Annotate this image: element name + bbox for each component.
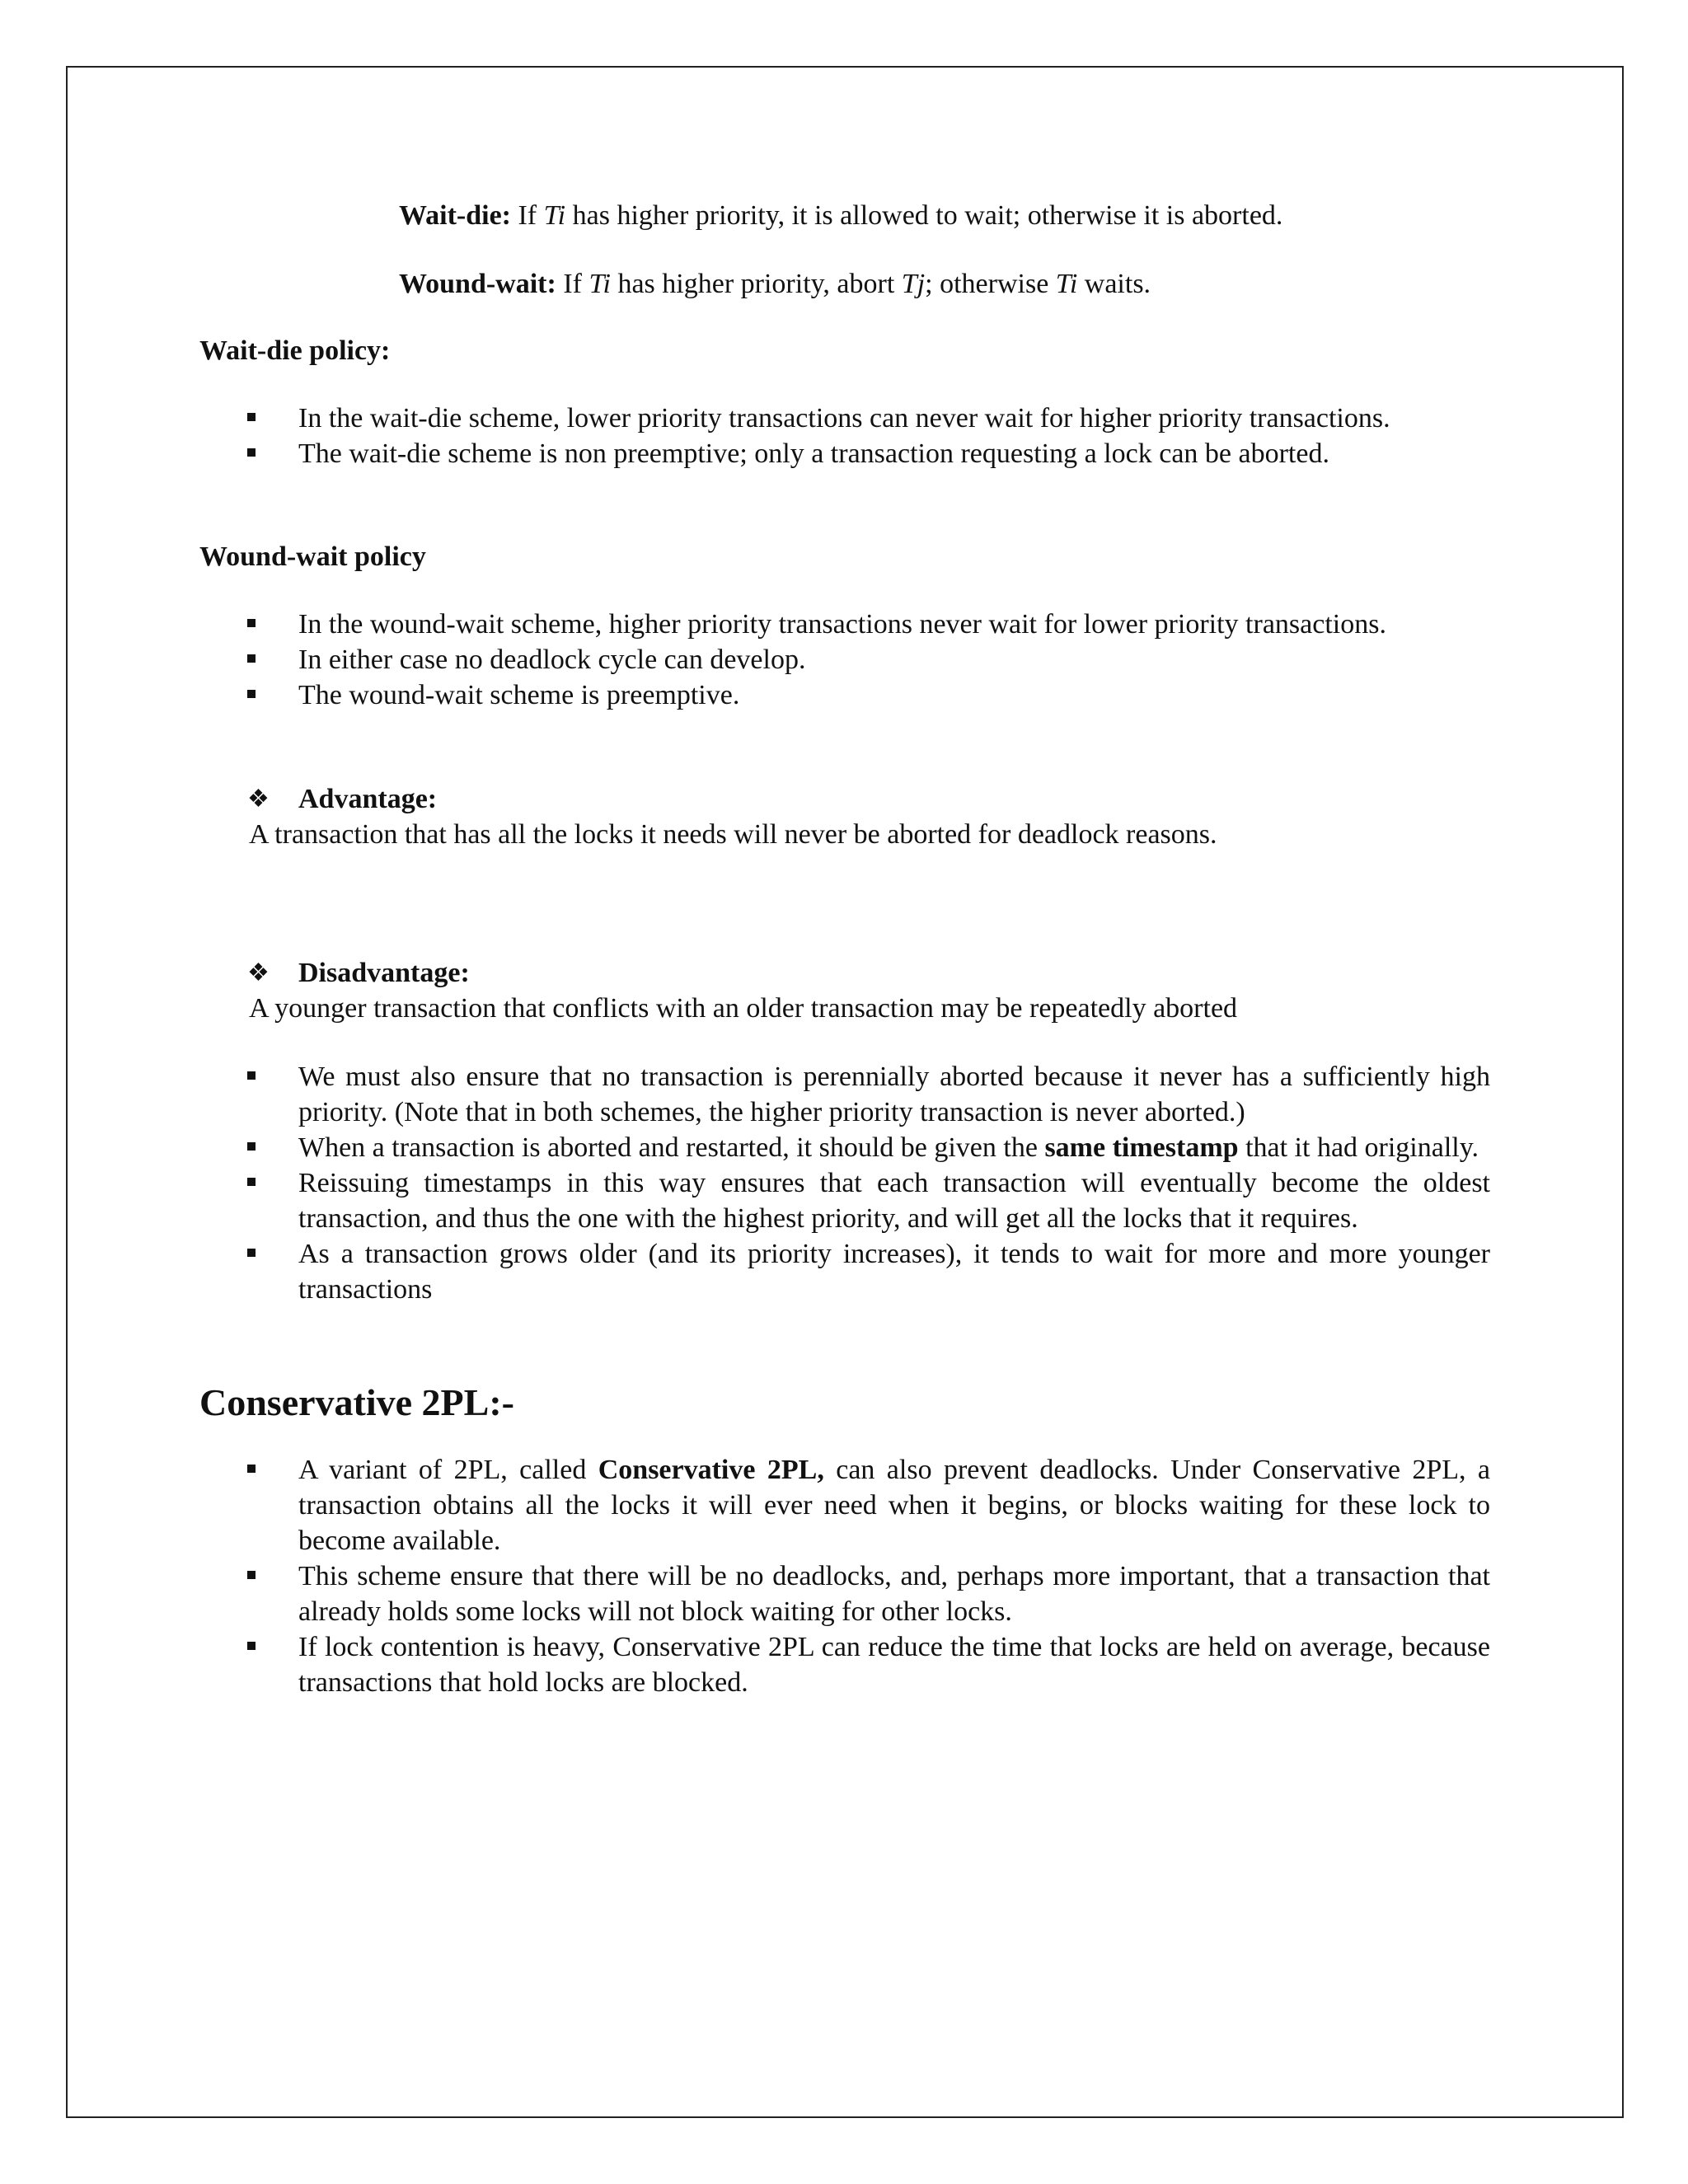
wait-die-rule [199,198,1490,233]
list-item [298,1130,1490,1165]
wound-wait-policy-list [199,607,1490,713]
list-item: In the wound-wait scheme, higher priority transactions never wait for lower priority transactions. [298,607,1490,642]
list-item: Reissuing timestamps in this way ensures that each transaction will eventually become the oldest transaction, and thus the one with the highest priority, and will get all the locks that it requires. [298,1165,1490,1236]
item-emphasis: Conservative 2PL, [598,1455,824,1485]
rule-text: has higher priority, it is allowed to wait; otherwise it is aborted. [565,200,1283,231]
disadvantage-heading [199,955,1490,991]
rule-text: waits. [1077,269,1151,299]
list-item: The wound-wait scheme is preemptive. [298,677,1490,713]
item-text: that it had originally. [1238,1132,1479,1163]
advantage-text: A transaction that has all the locks it needs will never be aborted for deadlock reasons. [249,819,1217,850]
wound-wait-rule [199,266,1490,302]
list-item: In the wait-die scheme, lower priority transactions can never wait for higher priority transactions. [298,401,1490,436]
list-item: This scheme ensure that there will be no deadlocks, and, perhaps more important, that a transaction that already holds some locks will not block waiting for other locks. [298,1558,1490,1629]
item-text: can also prevent deadlocks. Under Conservative 2PL, a transaction obtains all the locks it will ever need when it begins, or blocks waiting for these lock to become available. [298,1455,1490,1556]
disadvantage-text: A younger transaction that conflicts with an older transaction may be repeatedly aborted [249,993,1238,1024]
wound-wait-policy-heading: Wound-wait policy [199,541,426,572]
document-body [199,198,1490,1700]
rule-text: has higher priority, abort [610,269,902,299]
wait-die-policy-heading: Wait-die policy: [199,335,391,366]
list-item: As a transaction grows older (and its priority increases), it tends to wait for more and more younger transactions [298,1236,1490,1307]
list-item: The wait-die scheme is non preemptive; only a transaction requesting a lock can be aborted. [298,436,1490,471]
conservative-2pl-list [199,1452,1490,1700]
diamond-bullet-icon: ❖ [247,785,270,813]
list-item: If lock contention is heavy, Conservative 2PL can reduce the time that locks are held on average, because transactions that hold locks are blocked. [298,1629,1490,1700]
item-text: When a transaction is aborted and restarted, it should be given the [298,1132,1045,1163]
advantage-heading [199,781,1490,817]
item-emphasis: same timestamp [1044,1132,1239,1163]
rule-text: ; otherwise [925,269,1056,299]
rule-var: Ti [543,200,566,231]
wait-die-label: Wait-die: [399,200,511,231]
list-item: In either case no deadlock cycle can develop. [298,642,1490,677]
conservative-2pl-heading: Conservative 2PL:- [199,1381,514,1423]
advantage-label: Advantage: [298,784,438,814]
wait-die-policy-list [199,401,1490,471]
rule-var: Ti [1055,269,1078,299]
rule-var: Tj [901,269,926,299]
disadvantage-list [199,1059,1490,1307]
list-item [298,1452,1490,1558]
rule-var: Ti [588,269,611,299]
diamond-bullet-icon: ❖ [247,959,270,987]
rule-text: If [510,200,544,231]
list-item: We must also ensure that no transaction is perennially aborted because it never has a sufficiently high priority. (Note that in both schemes, the higher priority transaction is never aborted.) [298,1059,1490,1130]
wound-wait-label: Wound-wait: [399,269,556,299]
rule-text: If [556,269,589,299]
item-text: A variant of 2PL, called [298,1455,598,1485]
disadvantage-label: Disadvantage: [298,958,470,988]
